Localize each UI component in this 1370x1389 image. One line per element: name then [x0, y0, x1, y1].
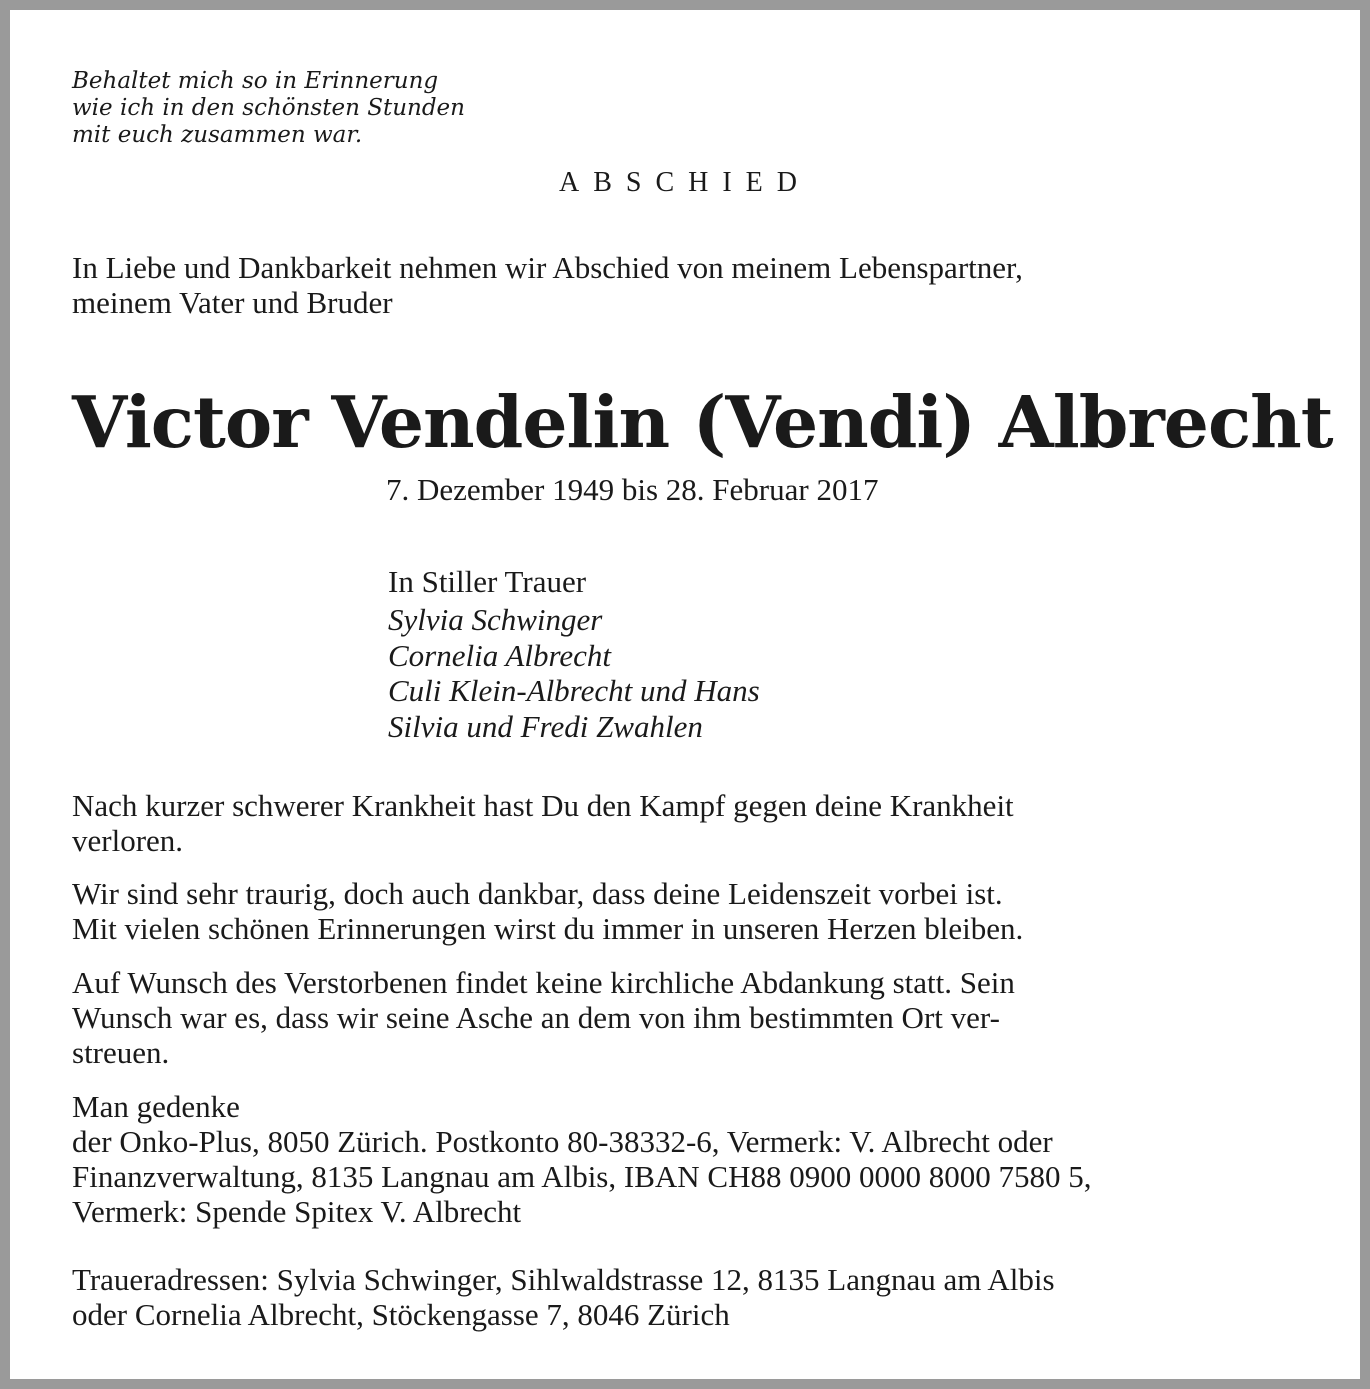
paragraph-line: Traueradressen: Sylvia Schwinger, Sihlwaldstrasse 12, 8135 Langnau am Albis [72, 1262, 1055, 1297]
paragraph-line: streuen. [72, 1035, 170, 1070]
paragraph-line: Wunsch war es, dass wir seine Asche an dem von ihm bestimmten Ort ver- [72, 1000, 1000, 1035]
mourner-name: Silvia und Fredi Zwahlen [388, 708, 703, 744]
paragraph-line: Mit vielen schönen Erinnerungen wirst du immer in unseren Herzen bleiben. [72, 911, 1024, 946]
paragraph-line: Nach kurzer schwerer Krankheit hast Du den Kampf gegen deine Krankheit [72, 788, 1014, 823]
addresses-paragraph [72, 1262, 1300, 1332]
mourner-name: Sylvia Schwinger [388, 602, 603, 637]
motto-line: Behaltet mich so in Erinnerung [72, 68, 439, 94]
life-dates: 7. Dezember 1949 bis 28. Februar 2017 [386, 472, 879, 507]
mourners-block [388, 562, 760, 744]
mourners-list [388, 602, 760, 744]
intro-text [72, 250, 1300, 320]
paragraph-line: Finanzverwaltung, 8135 Langnau am Albis, IBAN CH88 0900 0000 8000 7580 5, [72, 1159, 1092, 1194]
paragraph-line: Auf Wunsch des Verstorbenen findet keine kirchliche Abdankung statt. Sein [72, 965, 1015, 1000]
illness-paragraph [72, 788, 1300, 858]
mourners-label: In Stiller Trauer [388, 564, 587, 599]
paragraph-line: Man gedenke [72, 1089, 240, 1124]
motto-line: wie ich in den schönsten Stunden [72, 95, 465, 121]
mourner-name: Cornelia Albrecht [388, 637, 612, 673]
motto-quote [72, 68, 465, 149]
paragraph-line: Wir sind sehr traurig, doch auch dankbar, dass deine Leidenszeit vorbei ist. [72, 876, 1003, 911]
intro-line: meinem Vater und Bruder [72, 285, 393, 320]
intro-line: In Liebe und Dankbarkeit nehmen wir Abschied von meinem Lebenspartner, [72, 250, 1023, 285]
gratitude-paragraph [72, 876, 1300, 946]
donation-paragraph [72, 1089, 1300, 1229]
paragraph-line: Vermerk: Spende Spitex V. Albrecht [72, 1194, 522, 1229]
paragraph-line: verloren. [72, 823, 184, 858]
paragraph-line: der Onko-Plus, 8050 Zürich. Postkonto 80-38332-6, Vermerk: V. Albrecht oder [72, 1124, 1053, 1159]
mourner-name: Culi Klein-Albrecht und Hans [388, 673, 760, 708]
paragraph-line: oder Cornelia Albrecht, Stöckengasse 7, 8046 Zürich [72, 1297, 730, 1332]
wish-paragraph [72, 965, 1300, 1070]
notice-heading: ABSCHIED [558, 167, 811, 198]
deceased-name: Victor Vendelin (Vendi) Albrecht [72, 380, 1333, 464]
motto-line: mit euch zusammen war. [72, 122, 363, 148]
